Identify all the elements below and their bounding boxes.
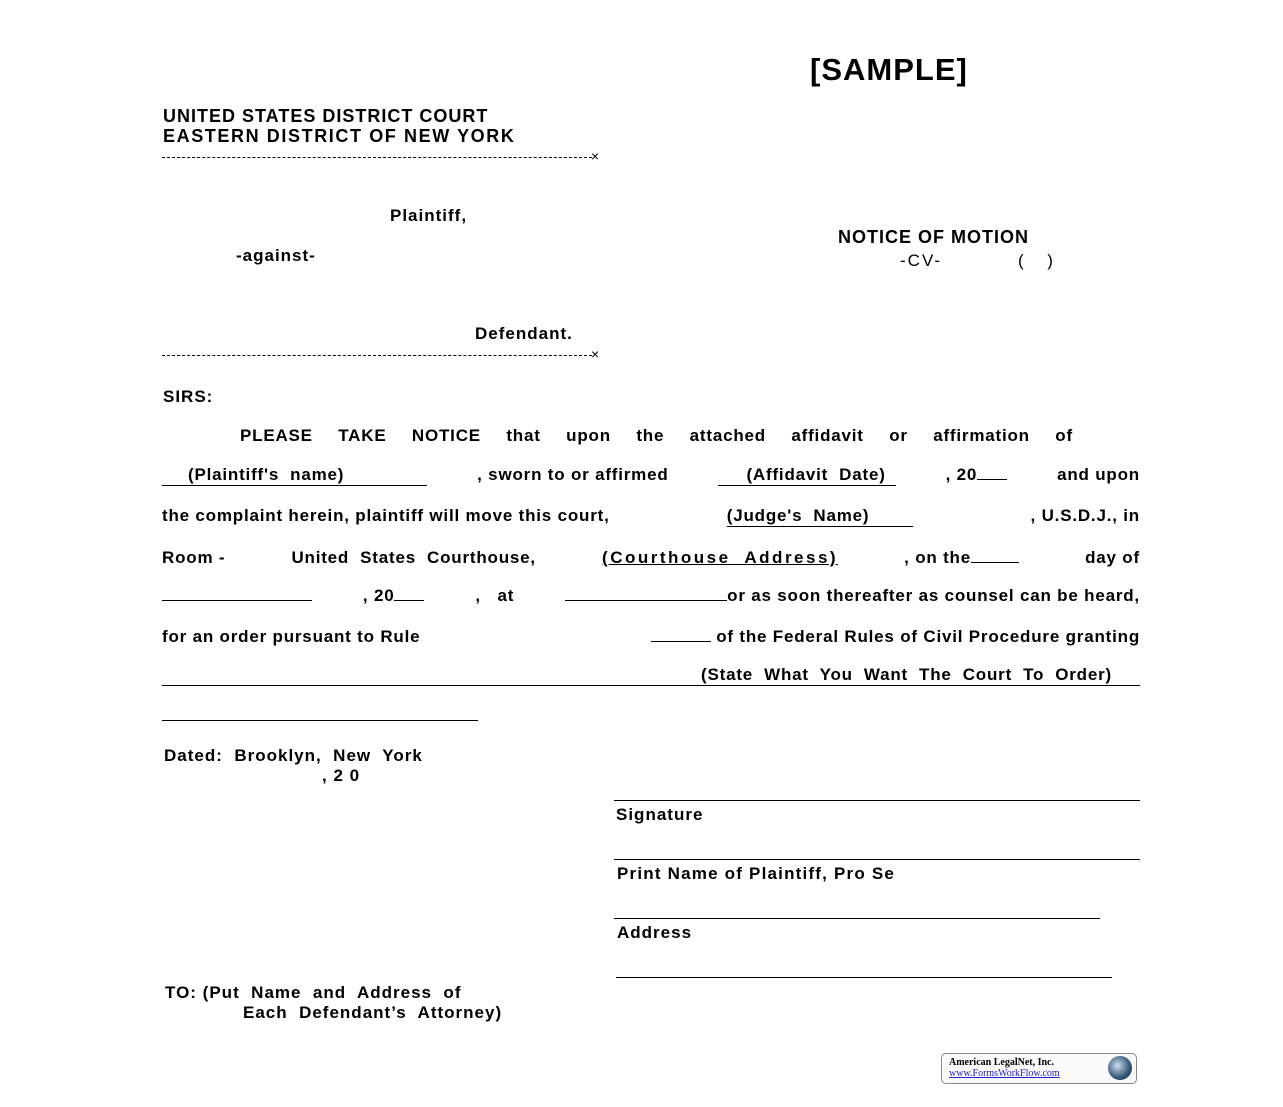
text: and upon (1057, 465, 1140, 484)
print-name-line[interactable] (614, 859, 1140, 860)
dated-year: , 2 0 (322, 766, 361, 785)
body-line-1 (240, 426, 1073, 446)
address-line-2[interactable] (616, 977, 1112, 978)
word: affirmation (933, 426, 1030, 445)
against-label: -against- (236, 246, 316, 265)
relief-line-2[interactable] (162, 720, 478, 721)
year-blank[interactable] (977, 465, 1007, 480)
logo-url[interactable]: www.FormsWorkFlow.com (949, 1068, 1060, 1079)
signature-label: Signature (616, 805, 704, 824)
body-line-2 (162, 465, 1140, 486)
globe-icon (1108, 1056, 1132, 1080)
plaintiff-name-field[interactable]: (Plaintiff's name) (162, 465, 427, 486)
docket-number: -CV- (900, 251, 942, 270)
dated-line: Dated: Brooklyn, New York (164, 746, 423, 765)
signature-line[interactable] (614, 800, 1140, 801)
address-line[interactable] (614, 918, 1100, 919)
body-line-5 (162, 586, 1140, 606)
text: , sworn to or affirmed (477, 465, 669, 484)
word: PLEASE (240, 426, 313, 445)
salutation: SIRS: (163, 387, 214, 406)
address-label: Address (617, 923, 693, 942)
american-legalnet-logo[interactable] (941, 1053, 1137, 1084)
relief-field[interactable] (162, 665, 1140, 686)
text: day of (1085, 548, 1140, 567)
body-line-4 (162, 548, 1140, 568)
to-line-2: Each Defendant’s Attorney) (243, 1003, 503, 1022)
text: of the Federal Rules of Civil Procedure granting (716, 627, 1140, 646)
docket-paren: ( ) (1018, 251, 1053, 270)
word: or (889, 426, 908, 445)
text: , at (475, 586, 515, 605)
text: United States Courthouse, (291, 548, 536, 567)
judge-name-field[interactable]: (Judge's Name) (727, 506, 914, 527)
word: the (636, 426, 665, 445)
text: Room - (162, 548, 226, 567)
document-title: NOTICE OF MOTION (838, 227, 1029, 247)
court-district: EASTERN DISTRICT OF NEW YORK (163, 126, 516, 146)
text: or as soon thereafter as counsel can be heard, (727, 586, 1140, 605)
word: NOTICE (411, 426, 481, 445)
body-line-3 (162, 506, 1140, 527)
text: , on the (904, 548, 971, 567)
word: that (506, 426, 541, 445)
sample-watermark: [SAMPLE] (810, 52, 968, 87)
logo-company: American LegalNet, Inc. (949, 1057, 1054, 1068)
word: upon (566, 426, 611, 445)
body-line-6 (162, 627, 1140, 647)
month-blank[interactable] (162, 586, 312, 601)
time-blank[interactable] (565, 586, 727, 601)
to-line: TO: (Put Name and Address of (165, 983, 462, 1002)
courthouse-address-field[interactable]: (Courthouse Address) (602, 548, 839, 567)
day-blank[interactable] (971, 548, 1019, 563)
word: TAKE (338, 426, 387, 445)
word: attached (689, 426, 766, 445)
print-name-label: Print Name of Plaintiff, Pro Se (617, 864, 896, 883)
caption-x: × (591, 148, 600, 164)
text: the complaint herein, plaintiff will move this court, (162, 506, 610, 525)
text: , 20 (945, 465, 978, 484)
text: , U.S.D.J., in (1030, 506, 1140, 525)
rule-blank[interactable] (651, 627, 711, 642)
text: , 20 (362, 586, 395, 605)
word: of (1055, 426, 1073, 445)
text: for an order pursuant to Rule (162, 627, 421, 646)
plaintiff-label: Plaintiff, (390, 206, 468, 225)
caption-divider (162, 157, 592, 158)
court-name: UNITED STATES DISTRICT COURT (163, 106, 489, 126)
year-blank[interactable] (394, 586, 424, 601)
relief-hint: (State What You Want The Court To Order) (701, 665, 1112, 684)
caption-divider-bottom (162, 355, 592, 356)
affidavit-date-field[interactable]: (Affidavit Date) (718, 465, 895, 486)
word: affidavit (791, 426, 864, 445)
caption-x-bottom: × (591, 346, 600, 362)
defendant-label: Defendant. (475, 324, 573, 343)
